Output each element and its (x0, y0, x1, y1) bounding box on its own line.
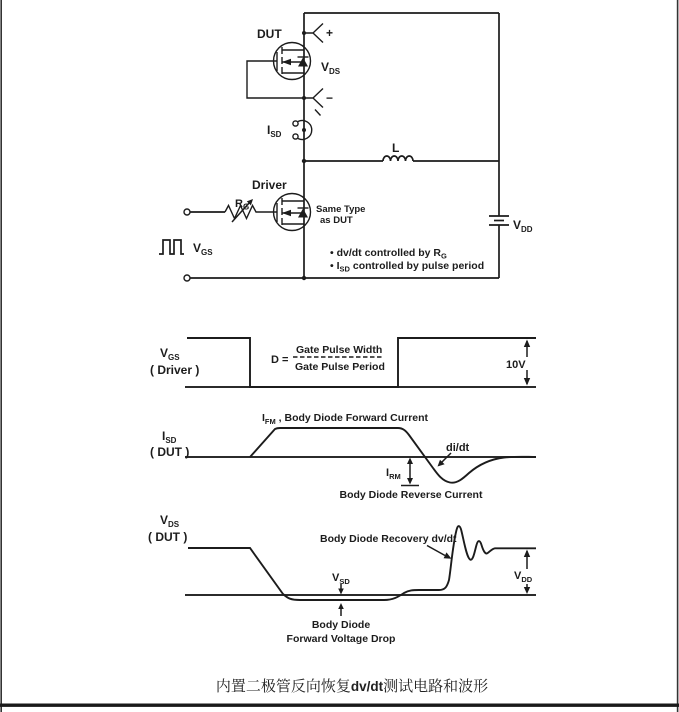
vgs-waveform (150, 338, 536, 387)
dut-label: DUT (257, 27, 282, 41)
body-arrow (282, 59, 291, 65)
vds-probe-plus (304, 24, 323, 43)
forward-drop-label-line1: Body Diode (311, 619, 371, 631)
figure-caption: 内置二极管反向恢复dv/dt测试电路和波形 (215, 679, 489, 695)
amplitude-10v-label: 10V (506, 359, 526, 371)
driver-mosfet-symbol (274, 194, 311, 231)
vdd-measure-label: $V_{DD}$ (514, 570, 533, 584)
reverse-current-label: Body Diode Reverse Current (339, 489, 483, 501)
svg-text:Gate Pulse Period: Gate Pulse Period (295, 361, 385, 373)
svg-text:Gate Pulse Width: Gate Pulse Width (296, 344, 383, 356)
driver-label: Driver (252, 178, 287, 192)
isd-axis-label: $I_{SD}$ (162, 429, 177, 445)
amplitude-10v-marker (504, 340, 530, 386)
vgs-source-label: $V_{GS}$ (193, 241, 213, 257)
vds-waveform (148, 513, 542, 645)
vds-axis-label: $V_{DS}$ (160, 513, 180, 529)
note-dvdt: • dv/dt controlled by $R_G$ (330, 247, 447, 261)
vds-axis-label-paren: ( DUT ) (148, 530, 188, 544)
battery-symbol (489, 216, 509, 225)
vds-label: $V_{DS}$ (321, 60, 341, 76)
rg-label: $R_G$ (235, 198, 250, 212)
dut-mosfet-symbol (247, 43, 311, 99)
circuit-diagram (159, 13, 533, 281)
recovery-dvdt-annotation (320, 533, 457, 559)
duty-cycle-formula (271, 344, 385, 373)
irm-label: $I_{RM}$ (386, 467, 401, 481)
isd-axis-label-paren: ( DUT ) (150, 445, 190, 459)
same-type-label-line1: Same Type (316, 204, 366, 215)
isd-waveform (150, 412, 536, 501)
irm-marker (386, 458, 419, 486)
plus-label: + (326, 26, 334, 40)
vds-probe-minus (304, 89, 323, 116)
inductor-symbol (383, 156, 413, 161)
vdd-label: $V_{DD}$ (513, 218, 533, 234)
didt-annotation (438, 442, 470, 467)
didt-label: di/dt (446, 442, 470, 454)
ifm-label: $I_{FM}$ , Body Diode Forward Current (262, 412, 429, 426)
minus-label: − (326, 91, 334, 105)
vgs-pulse-source-symbol (159, 209, 190, 281)
inductor-label: L (392, 141, 400, 155)
vsd-label: $V_{SD}$ (332, 572, 350, 586)
forward-drop-label-line2: Forward Voltage Drop (286, 633, 396, 645)
svg-text:D =: D = (271, 354, 289, 366)
vgs-axis-label-paren: ( Driver ) (150, 363, 200, 377)
isd-label: $I_{SD}$ (267, 123, 282, 139)
same-type-label-line2: as DUT (320, 215, 353, 226)
rg-resistor-symbol (225, 199, 277, 222)
recovery-dvdt-label: Body Diode Recovery dv/dt (320, 533, 457, 545)
vdd-measure-marker (510, 550, 542, 595)
note-isd: • $I_{SD}$ controlled by pulse period (330, 260, 485, 274)
vgs-axis-label: $V_{GS}$ (160, 346, 180, 362)
